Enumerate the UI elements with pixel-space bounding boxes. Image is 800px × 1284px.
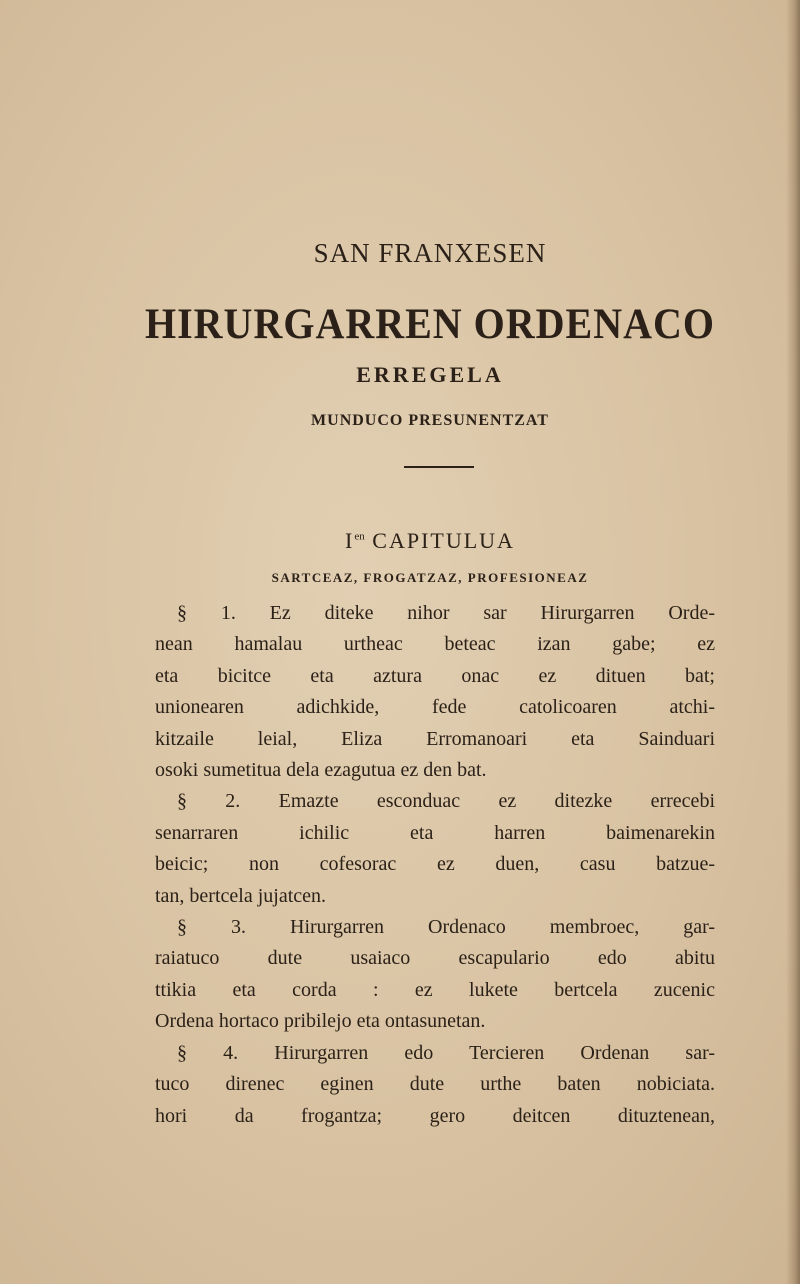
title-line-audience: MUNDUCO PRESUNENTZAT [311, 412, 549, 429]
body-line: ttikia eta corda : ez lukete bertcela zucenic [155, 978, 715, 1001]
title-line-rule: ERREGELA [356, 362, 504, 387]
body-line: unionearen adichkide, fede catolicoaren atchi- [155, 696, 715, 719]
body-line: senarraren ichilic eta harren baimenarekin [155, 821, 715, 844]
chapter-numeral: I [345, 528, 355, 553]
chapter-numeral-suffix: en [354, 530, 365, 543]
body-line: § 3. Hirurgarren Ordenaco membroec, gar- [177, 916, 715, 939]
chapter-heading [0, 528, 800, 554]
body-line: kitzaile leial, Eliza Erromanoari eta Sainduari [155, 727, 715, 750]
body-line: Ordena hortaco pribilejo eta ontasunetan. [155, 1010, 486, 1033]
body-line: § 4. Hirurgarren edo Tercieren Ordenan sar- [177, 1041, 715, 1064]
body-line: tuco direnec eginen dute urthe baten nobiciata. [155, 1073, 715, 1096]
body-line: hori da frogantza; gero deitcen dituztenean, [155, 1104, 715, 1127]
body-line: § 1. Ez diteke nihor sar Hirurgarren Orde- [177, 602, 715, 624]
page-edge-shadow [786, 0, 800, 1284]
body-line: eta bicitce eta aztura onac ez dituen bat; [155, 664, 715, 687]
body-line: tan, bertcela jujatcen. [155, 884, 327, 907]
body-line: nean hamalau urtheac beteac izan gabe; ez [155, 633, 715, 656]
body-line: osoki sumetitua dela ezagutua ez den bat. [155, 759, 487, 782]
chapter-subheading: SARTCEAZ, FROGATZAZ, PROFESIONEAZ [271, 570, 589, 585]
body-line: raiatuco dute usaiaco escapulario edo abitu [155, 947, 715, 970]
title-line-order: HIRURGARREN ORDENACO [144, 299, 716, 348]
body-line: beicic; non cofesorac ez duen, casu batzue- [155, 853, 715, 876]
body-line: § 2. Emazte esconduac ez ditezke errecebi [177, 790, 715, 813]
chapter-title: CAPITULUA [372, 528, 515, 553]
title-line-saint: SAN FRANXESEN [313, 238, 547, 268]
section-divider [404, 466, 474, 468]
chapter-body [155, 598, 715, 1132]
